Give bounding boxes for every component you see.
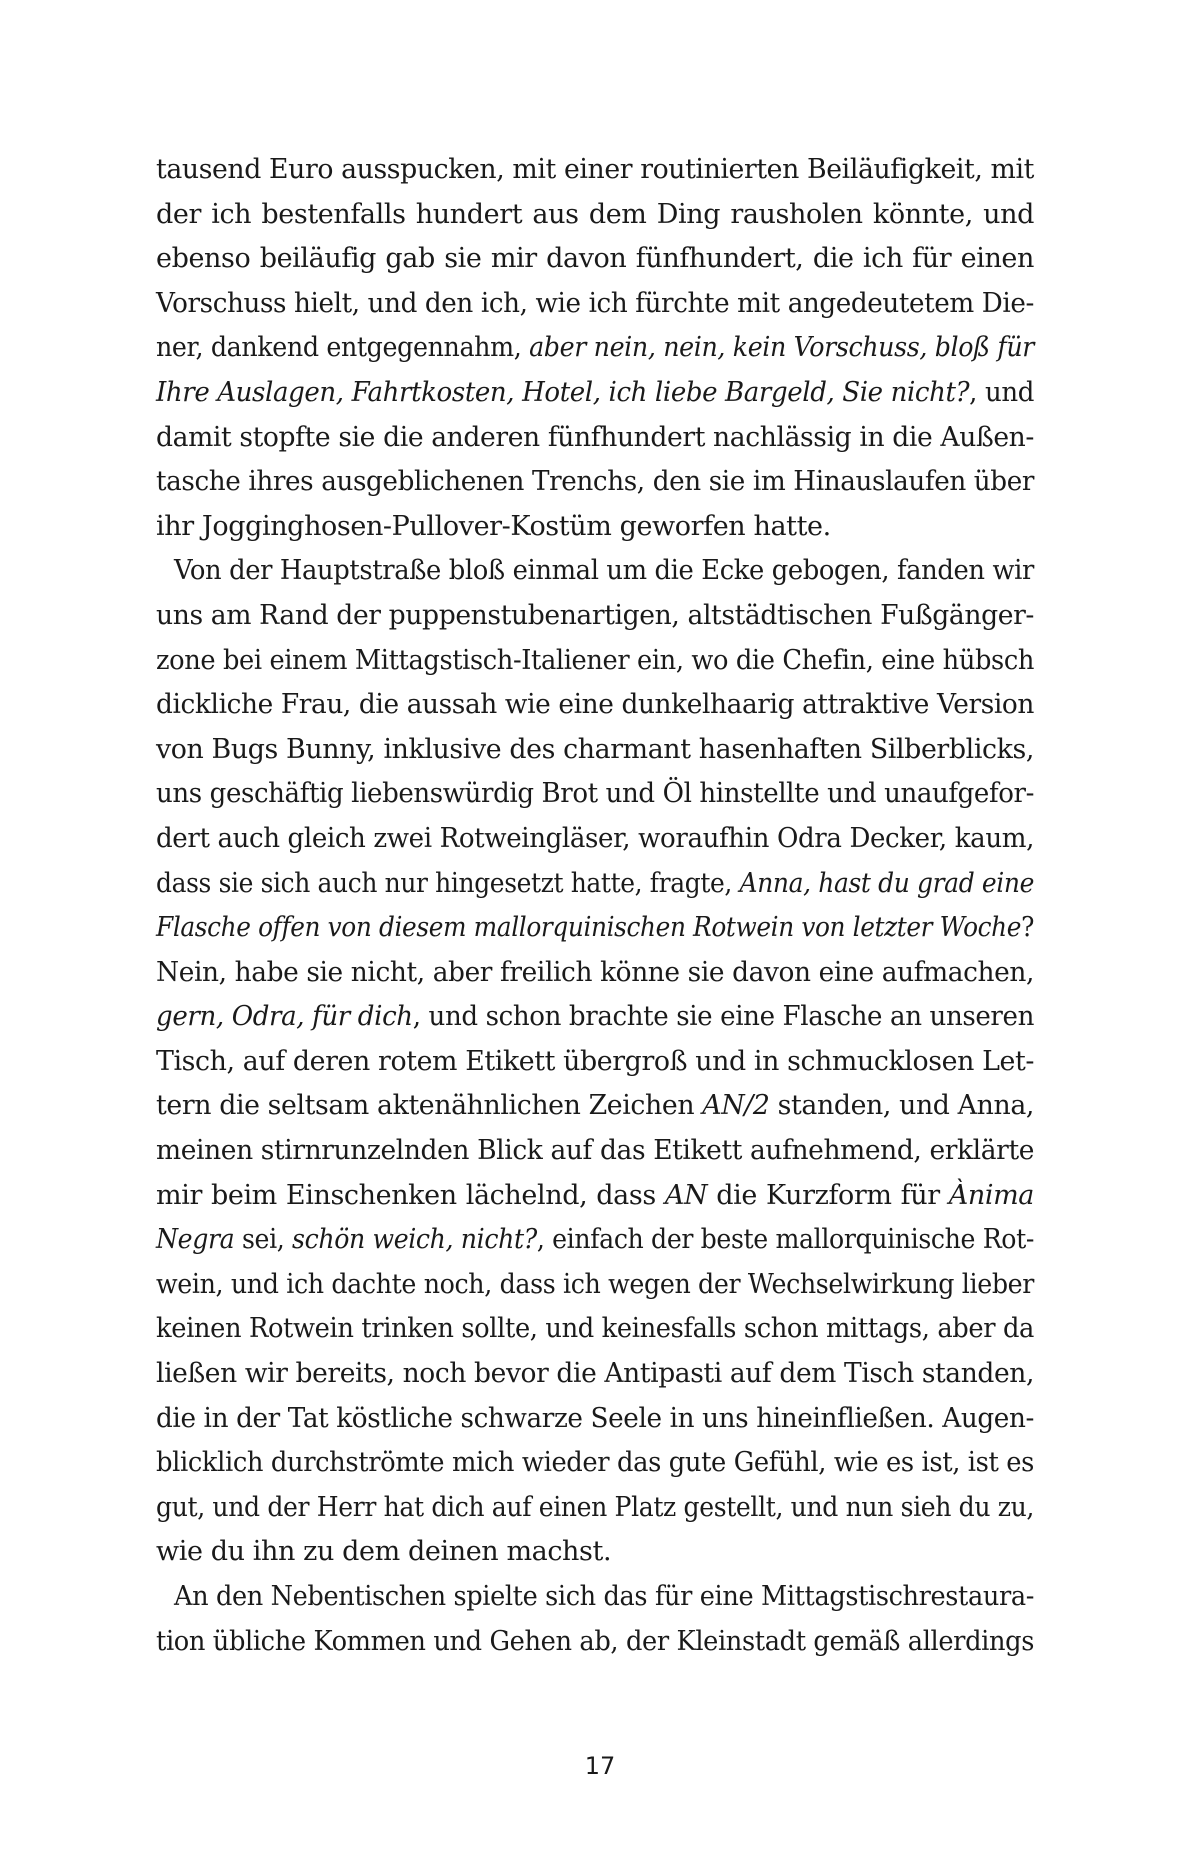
text-line <box>156 460 1034 505</box>
italic-text: AN/2 <box>702 1090 770 1122</box>
text-line <box>156 862 1034 907</box>
text-line <box>156 639 1034 684</box>
text-line <box>156 1486 1034 1531</box>
text-segment: Nein, habe sie nicht, aber freilich könne sie davon eine aufmachen, <box>156 956 1034 988</box>
italic-text: Flasche offen von diesem mallorquinischen Rotwein von letzter Woche <box>156 912 1022 944</box>
text-segment: ihr Jogginghosen-Pullover-Kostüm geworfen hatte. <box>156 510 831 542</box>
text-line <box>156 1397 1034 1442</box>
text-line <box>156 594 1034 639</box>
text-segment: dert auch gleich zwei Rotweingläser, woraufhin Odra Decker, kaum, <box>156 822 1034 854</box>
text-line <box>156 728 1034 773</box>
text-line <box>156 817 1034 862</box>
italic-text: Ihre Auslagen, Fahrtkosten, Hotel, ich liebe Bargeld, Sie nicht? <box>156 376 970 408</box>
italic-text: Negra <box>156 1224 235 1256</box>
text-line <box>156 1040 1034 1085</box>
text-line <box>156 237 1034 282</box>
text-segment: gut, und der Herr hat dich auf einen Platz gestellt, und nun sieh du zu, <box>156 1491 1034 1523</box>
text-line <box>156 1263 1034 1308</box>
text-line <box>156 1084 1034 1129</box>
text-segment: mir beim Einschenken lächelnd, dass <box>156 1179 665 1211</box>
text-segment: Tisch, auf deren rotem Etikett übergroß und in schmucklosen Let- <box>156 1045 1034 1077</box>
text-line <box>156 683 1034 728</box>
body-text <box>156 148 1034 1664</box>
text-line <box>156 995 1034 1040</box>
text-segment: dickliche Frau, die aussah wie eine dunkelhaarig attraktive Version <box>156 689 1034 721</box>
text-segment: Vorschuss hielt, und den ich, wie ich fürchte mit angedeutetem Die- <box>156 287 1034 319</box>
text-segment: tion übliche Kommen und Gehen ab, der Kleinstadt gemäß allerdings <box>156 1625 1034 1657</box>
text-segment: wie du ihn zu dem deinen machst. <box>156 1536 612 1568</box>
italic-text: gern, Odra, für dich <box>156 1001 413 1033</box>
text-segment: , einfach der beste mallorquinische Rot- <box>536 1224 1034 1256</box>
text-line <box>156 549 1034 594</box>
text-segment: tern die seltsam aktenähnlichen Zeichen <box>156 1090 703 1122</box>
text-line <box>156 906 1034 951</box>
text-segment: standen, und Anna, <box>769 1090 1034 1122</box>
text-line <box>156 326 1034 371</box>
text-segment: , und schon brachte sie eine Flasche an unseren <box>412 1001 1034 1033</box>
text-segment: von Bugs Bunny, inklusive des charmant hasenhaften Silberblicks, <box>156 733 1034 765</box>
text-segment: Von der Hauptstraße bloß einmal um die Ecke gebogen, fanden wir <box>174 555 1034 587</box>
text-segment: wein, und ich dachte noch, dass ich wegen der Wechselwirkung lieber <box>156 1268 1034 1300</box>
text-line <box>156 193 1034 238</box>
text-segment: ließen wir bereits, noch bevor die Antipasti auf dem Tisch standen, <box>156 1358 1034 1390</box>
text-line <box>156 1307 1034 1352</box>
italic-text: schön weich, nicht? <box>292 1224 537 1256</box>
text-segment: tasche ihres ausgeblichenen Trenchs, den sie im Hinauslaufen über <box>156 466 1034 498</box>
text-segment: uns geschäftig liebenswürdig Brot und Öl hinstellte und unaufgefor- <box>156 778 1034 810</box>
italic-text: Ànima <box>948 1179 1034 1211</box>
text-line <box>156 1129 1034 1174</box>
text-segment: tausend Euro ausspucken, mit einer routinierten Beiläufigkeit, mit <box>156 154 1034 185</box>
text-segment: An den Nebentischen spielte sich das für eine Mittagstischrestaura- <box>174 1581 1034 1612</box>
text-segment: ner, dankend entgegennahm, <box>156 332 530 364</box>
text-segment: der ich bestenfalls hundert aus dem Ding rausholen könnte, und <box>156 198 1034 230</box>
text-line <box>156 772 1034 817</box>
text-segment: , und <box>969 376 1034 408</box>
text-line <box>156 1352 1034 1397</box>
text-line <box>156 505 1034 550</box>
text-line <box>156 148 1034 193</box>
text-segment: damit stopfte sie die anderen fünfhundert nachlässig in die Außen- <box>156 421 1034 453</box>
text-line <box>156 951 1034 996</box>
italic-text: aber nein, nein, kein Vorschuss, bloß für <box>529 332 1034 364</box>
text-line <box>156 1620 1034 1665</box>
text-line <box>156 1575 1034 1620</box>
text-segment: die Kurzform für <box>707 1179 949 1211</box>
text-line <box>156 1441 1034 1486</box>
text-line <box>156 1530 1034 1575</box>
text-line <box>156 282 1034 327</box>
text-segment: sei, <box>234 1224 293 1256</box>
text-segment: ebenso beiläufig gab sie mir davon fünfhundert, die ich für einen <box>156 243 1034 275</box>
text-line <box>156 416 1034 461</box>
italic-text: AN <box>664 1179 708 1211</box>
text-segment: meinen stirnrunzelnden Blick auf das Etikett aufnehmend, erklärte <box>156 1135 1034 1167</box>
text-line <box>156 371 1034 416</box>
text-segment: ? <box>1021 912 1034 944</box>
text-segment: keinen Rotwein trinken sollte, und keinesfalls schon mittags, aber da <box>156 1313 1034 1345</box>
text-segment: uns am Rand der puppenstubenartigen, altstädtischen Fußgänger- <box>156 599 1034 631</box>
text-line <box>156 1218 1034 1263</box>
text-segment: dass sie sich auch nur hingesetzt hatte, fragte, <box>156 867 740 899</box>
text-segment: zone bei einem Mittagstisch-Italiener ein, wo die Chefin, eine hübsch <box>156 644 1034 676</box>
page-number: 17 <box>584 1752 616 1780</box>
italic-text: Anna, hast du grad eine <box>739 867 1034 899</box>
text-line <box>156 1174 1034 1219</box>
text-segment: blicklich durchströmte mich wieder das gute Gefühl, wie es ist, ist es <box>156 1447 1034 1479</box>
text-segment: die in der Tat köstliche schwarze Seele in uns hineinfließen. Augen- <box>156 1402 1034 1434</box>
